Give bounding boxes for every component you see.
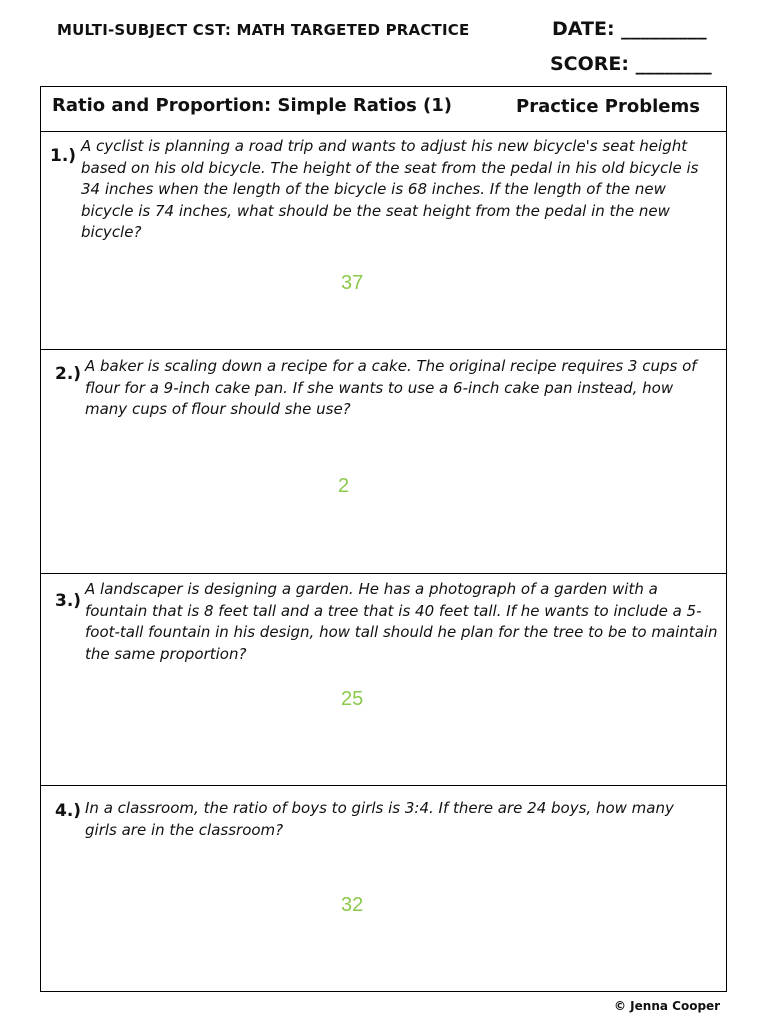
problem-4: [41, 786, 726, 991]
problem-2: [41, 350, 726, 574]
worksheet-table: [40, 86, 727, 992]
problem-answer: 25: [341, 688, 364, 710]
problem-answer: 2: [338, 475, 350, 497]
section-title: Ratio and Proportion: Simple Ratios (1): [52, 95, 453, 116]
worksheet-header: [41, 87, 726, 132]
problem-1: [41, 132, 726, 350]
problem-number: 4.): [55, 801, 82, 821]
problem-number: 2.): [55, 364, 82, 384]
problem-question: In a classroom, the ratio of boys to girls is 3:4. If there are 24 boys, how many girls are in the classroom?: [85, 799, 674, 839]
problem-question: A baker is scaling down a recipe for a cake. The original recipe requires 3 cups of flour for a 9-inch cake pan. If she wants to use a 6-inch cake pan instead, how many cups of flour should she use?: [85, 357, 697, 418]
copyright-notice: © Jenna Cooper: [614, 999, 721, 1013]
problem-answer: 37: [341, 272, 364, 294]
score-field: SCORE: ________: [550, 53, 712, 75]
problem-question: A landscaper is designing a garden. He has a photograph of a garden with a fountain that is 8 feet tall and a tree that is 40 feet tall. If he wants to include a 5-foot-tall fountain in his design, how tall should he plan for the tree to be to maintain the same proportion?: [85, 580, 718, 663]
date-field: DATE: _________: [552, 18, 707, 40]
problem-question: A cyclist is planning a road trip and wants to adjust his new bicycle's seat height based on his old bicycle. The height of the seat from the pedal in his old bicycle is 34 inches when the length of the bicycle is 68 inches. If the length of the new bicycle is 74 inches, what should be the seat height from the pedal in the new bicycle?: [81, 137, 699, 241]
problem-3: [41, 574, 726, 786]
section-subtitle: Practice Problems: [516, 96, 700, 117]
problem-number: 1.): [50, 146, 77, 166]
problem-number: 3.): [55, 591, 82, 611]
subject-heading: MULTI-SUBJECT CST: MATH TARGETED PRACTICE: [57, 21, 470, 39]
problem-answer: 32: [341, 894, 364, 916]
